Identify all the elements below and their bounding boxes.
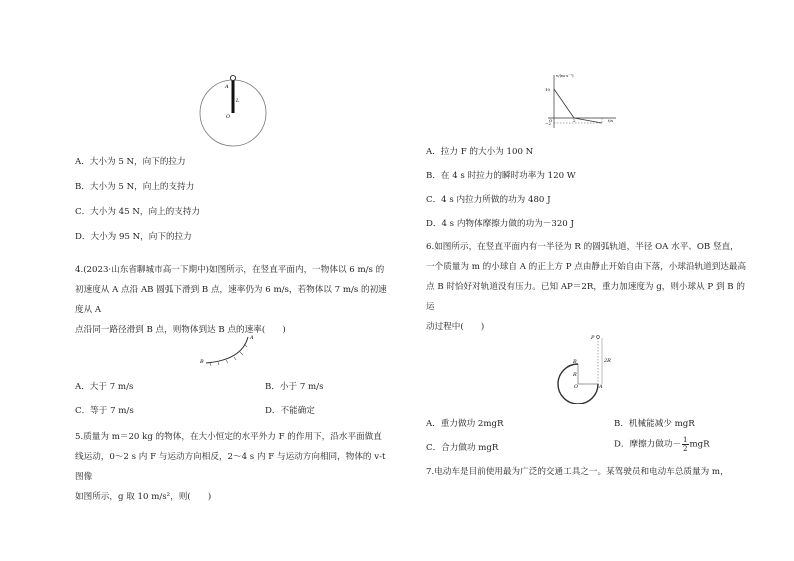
q6-option-a[interactable]: A．重力做功 2mgR [426, 419, 504, 429]
vt-graph [544, 72, 620, 130]
label-o: O [226, 114, 231, 120]
q6-stem [426, 237, 751, 337]
q5-stem-line: 如图所示，g 取 10 m/s²，则( ) [75, 492, 212, 502]
label-a: A [599, 384, 603, 390]
velocity-line-2-4s [574, 118, 602, 123]
q4-stem-line: 初速度从 A 点沿 AB 圆弧下滑到 B 点，速率仍为 6 m/s，若物体以 7 m/s 的初速度从 A [75, 285, 387, 315]
x-axis-label: t/s [608, 118, 614, 123]
q5-stem-line: 5.质量为 m＝20 kg 的物体，在大小恒定的水平外力 F 的作用下，沿水平面做直 [75, 432, 382, 442]
label-b: B [573, 359, 577, 365]
x-tick-label: 2 [573, 118, 576, 123]
q6-option-d-label: D．摩擦力做功－ [614, 439, 682, 450]
label-2r: 2R [604, 358, 611, 364]
q4-stem-line: 4.(2023·山东省聊城市高一下期中)如图所示，在竖直平面内，一物体以 6 m/s 的 [75, 265, 385, 275]
ball [230, 75, 235, 80]
q3-option-b[interactable]: B．大小为 5 N，向上的支持力 [75, 182, 195, 192]
q5-option-c[interactable]: C．4 s 内拉力所做的功为 480 J [426, 195, 551, 205]
half-fraction [682, 436, 688, 453]
q4-stem-line: 点沿同一路径滑到 B 点，则物体到达 B 点的速率( ) [75, 325, 286, 335]
q6-option-b[interactable]: B．机械能减少 mgR [614, 419, 695, 429]
q6-stem-line: 点 B 时恰好对轨道没有压力。已知 AP＝2R，重力加速度为 g，则小球从 P 到 B 的运 [426, 282, 745, 312]
label-o: O [574, 384, 579, 390]
label-r: R [573, 372, 577, 378]
fraction-numerator: 1 [683, 436, 688, 444]
label-a: A [250, 335, 254, 341]
q3-option-c[interactable]: C．大小为 45 N，向上的支持力 [75, 207, 201, 217]
q4-option-c[interactable]: C．等于 7 m/s [75, 406, 134, 416]
q6-stem-line: 一个质量为 m 的小球自 A 的正上方 P 点由静止开始自由下落，小球沿轨道到达最高 [426, 262, 747, 272]
q4-option-d[interactable]: D．不能确定 [265, 406, 315, 416]
q4-option-b[interactable]: B．小于 7 m/s [265, 382, 324, 392]
q6-stem-line: 动过程中( ) [426, 322, 485, 332]
q5-option-b[interactable]: B．在 4 s 时拉力的瞬时功率为 120 W [426, 171, 576, 181]
q3-circle-figure [195, 72, 275, 152]
q7-stem: 7.电动车是目前使用最为广泛的交通工具之一。某驾驶员和电动车总质量为 m， [426, 467, 729, 477]
velocity-line-0-2s [554, 89, 574, 118]
y-tick-top: 10 [545, 87, 551, 92]
origin-label: O [549, 118, 553, 123]
fraction-denominator: 2 [683, 445, 688, 453]
q4-stem [75, 260, 395, 340]
q3-option-d[interactable]: D．大小为 95 N，向下的拉力 [75, 232, 192, 242]
q6-track-figure [546, 330, 616, 404]
ball-p [597, 336, 600, 339]
q5-option-d[interactable]: D．4 s 内物体摩擦力做的功为－320 J [426, 219, 574, 229]
y-axis-label: v/(m·s⁻¹) [556, 73, 574, 78]
q5-stem [75, 427, 395, 507]
label-l: L [236, 98, 240, 104]
label-a: A [225, 84, 229, 90]
arc-hatching [210, 344, 247, 366]
q3-option-a[interactable]: A．大小为 5 N，向下的拉力 [75, 157, 186, 167]
q4-arc-figure [198, 332, 260, 370]
q5-option-a[interactable]: A．拉力 F 的大小为 100 N [426, 147, 534, 157]
q5-stem-line: 线运动，0～2 s 内 F 与运动方向相反，2～4 s 内 F 与运动方向相同，物体的 v-t 图像 [75, 452, 386, 482]
q6-option-d-tail: mgR [689, 439, 710, 450]
label-p: P [591, 335, 595, 341]
q6-stem-line: 6.如图所示，在竖直平面内有一半径为 R 的圆弧轨道，半径 OA 水平、OB 竖直， [426, 242, 739, 252]
arc-track [206, 337, 248, 363]
q4-option-a[interactable]: A．大于 7 m/s [75, 382, 134, 392]
q6-option-d[interactable] [614, 436, 710, 453]
y-tick-bottom: −2 [545, 121, 551, 126]
label-b: B [200, 359, 204, 365]
q6-option-c[interactable]: C．合力做功 mgR [426, 443, 499, 453]
